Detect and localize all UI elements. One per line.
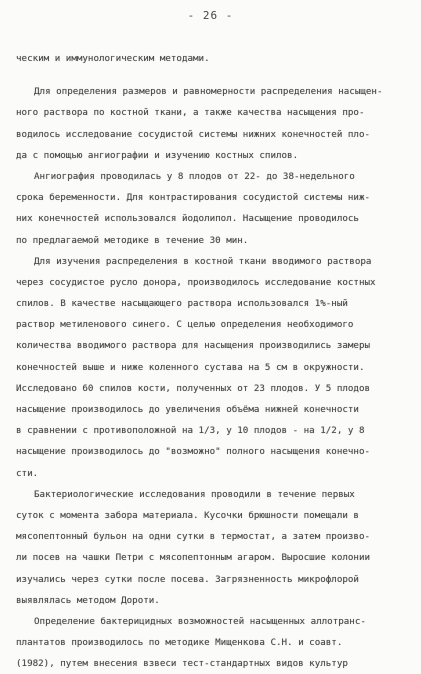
text-line: сти. xyxy=(16,467,39,479)
text-line: мясопептонный бульон на одни сутки в термостат, а затем произво- xyxy=(16,531,371,543)
text-line: спилов. В качестве насыщающего раствора использовался 1%-ный xyxy=(16,298,348,310)
text-line: выявлялась методом Дороти. xyxy=(16,594,160,606)
text-line: ного раствора по костной ткани, а также качества насыщения про- xyxy=(16,107,365,119)
page-number: - 26 - xyxy=(187,9,234,22)
text-line: водилось исследование сосудистой системы нижних конечностей пло- xyxy=(16,128,371,140)
text-line: да с помощью ангиографии и изучению костных спилов. xyxy=(16,149,299,161)
text-line: насыщение производилось до "возможно" полного насыщения конечно- xyxy=(16,446,371,458)
text-line: насыщение производилось до увеличения объёма нижней конечности xyxy=(16,404,359,415)
text-line: по предлагаемой методике в течение 30 мин. xyxy=(16,234,249,246)
text-line: в сравнении с противоположной на 1/3, у 10 плодов - на 1/2, у 8 xyxy=(16,425,365,437)
text-line: через сосудистое русло донора, производилось исследование костных xyxy=(16,276,376,288)
text-line: Для изучения распределения в костной ткани вводимого раствора xyxy=(34,255,372,267)
text-line: суток с момента забора материала. Кусочки брюшности помещали в xyxy=(16,509,359,521)
text-line: Для определения размеров и равномерности распределения насыщен- xyxy=(34,86,383,98)
text-line: плантатов производилось по методике Мищенкова С.Н. и соавт. xyxy=(16,637,343,649)
text-line: количества вводимого раствора для насыщения производились замеры xyxy=(16,340,371,352)
text-line: срока беременности. Для контрастирования сосудистой системы ниж- xyxy=(16,192,371,204)
text-line: ческим и иммунологическим методами. xyxy=(16,53,210,64)
text-line: них конечностей использовался йодолипол. Насыщение проводилось xyxy=(16,213,359,225)
text-line: Определение бактерицидных возможностей насыщенных аллотранс- xyxy=(34,615,366,627)
text-line: Исследовано 60 спилов кости, полученных от 23 плодов. У 5 плодов xyxy=(16,382,371,394)
text-line: ли посев на чашки Петри с мясопептонным агаром. Выросшие колонии xyxy=(16,552,371,564)
text-line: Ангиография проводилась у 8 плодов от 22- до 38-недельного xyxy=(34,170,355,182)
text-line: Бактериологические исследования проводили в течение первых xyxy=(34,488,355,500)
text-line: конечностей выше и ниже коленного сустава на 5 см в окружности. xyxy=(16,361,365,373)
document-body xyxy=(16,48,408,674)
text-line: изучались через сутки после посева. Загрязненность микрофлорой xyxy=(16,573,359,585)
text-line: раствор метиленового синего. С целью определения необходимого xyxy=(16,319,354,331)
text-line: (1982), путем внесения взвеси тест-стандартных видов культур xyxy=(16,658,348,670)
